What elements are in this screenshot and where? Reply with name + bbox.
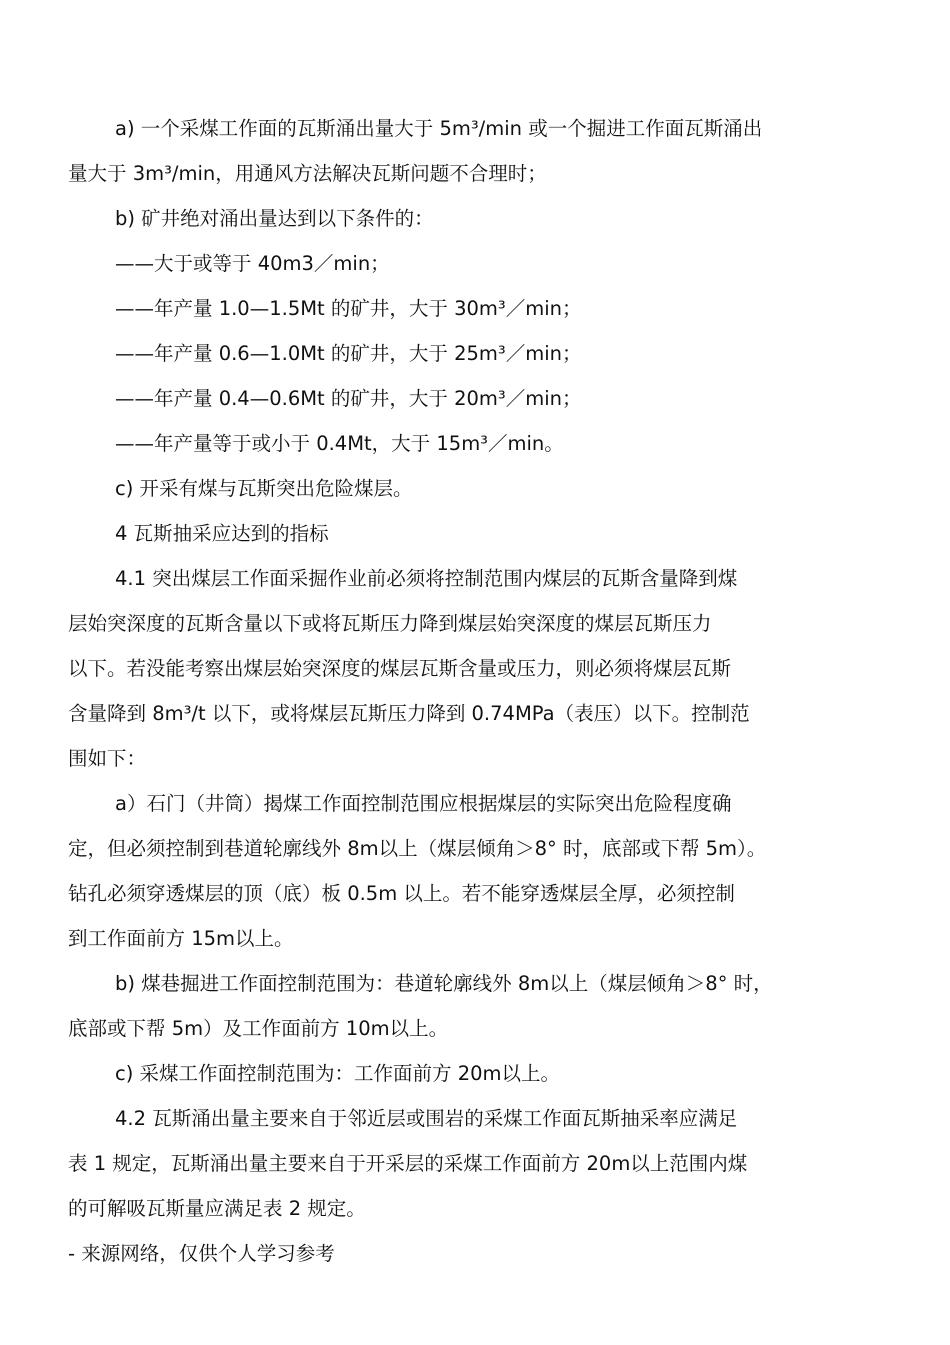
- text-line: 到工作面前方 15m以上。: [68, 927, 294, 950]
- text-line: 层始突深度的瓦斯含量以下或将瓦斯压力降到煤层始突深度的煤层瓦斯压力: [68, 612, 712, 635]
- text-line: 表 1 规定，瓦斯涌出量主要来自于开采层的采煤工作面前方 20m以上范围内煤: [68, 1152, 748, 1175]
- text-line: 4.1 突出煤层工作面采掘作业前必须将控制范围内煤层的瓦斯含量降到煤: [115, 567, 738, 590]
- text-line: c) 开采有煤与瓦斯突出危险煤层。: [115, 477, 413, 500]
- text-line: 的可解吸瓦斯量应满足表 2 规定。: [68, 1197, 366, 1220]
- section-heading: 4 瓦斯抽采应达到的指标: [115, 522, 329, 545]
- text-line: a）石门（井筒）揭煤工作面控制范围应根据煤层的实际突出危险程度确: [115, 792, 732, 815]
- text-line: b) 煤巷掘进工作面控制范围为：巷道轮廓线外 8m以上（煤层倾角＞8° 时，: [115, 972, 773, 995]
- footer-note: - 来源网络，仅供个人学习参考: [68, 1242, 335, 1265]
- text-line: 4.2 瓦斯涌出量主要来自于邻近层或围岩的采煤工作面瓦斯抽采率应满足: [115, 1107, 738, 1130]
- text-line: 围如下：: [68, 747, 147, 770]
- text-line: ——年产量 0.4—0.6Mt 的矿井，大于 20m³／min；: [115, 387, 582, 410]
- text-line: ——大于或等于 40m3／min；: [115, 252, 390, 275]
- text-line: ——年产量 0.6—1.0Mt 的矿井，大于 25m³／min；: [115, 342, 582, 365]
- text-line: 以下。若没能考察出煤层始突深度的煤层瓦斯含量或压力，则必须将煤层瓦斯: [68, 657, 732, 680]
- text-line: 含量降到 8m³/t 以下，或将煤层瓦斯压力降到 0.74MPa（表压）以下。控制范: [68, 702, 750, 725]
- text-line: 定，但必须控制到巷道轮廓线外 8m以上（煤层倾角＞8° 时，底部或下帮 5m）。: [68, 837, 767, 860]
- text-line: ——年产量 1.0—1.5Mt 的矿井，大于 30m³／min；: [115, 297, 582, 320]
- text-line: 底部或下帮 5m）及工作面前方 10m以上。: [68, 1017, 449, 1040]
- text-line: 量大于 3m³/min，用通风方法解决瓦斯问题不合理时；: [68, 162, 547, 185]
- text-line: b) 矿井绝对涌出量达到以下条件的：: [115, 207, 434, 230]
- text-line: ——年产量等于或小于 0.4Mt，大于 15m³／min。: [115, 432, 564, 455]
- text-line: c) 采煤工作面控制范围为：工作面前方 20m以上。: [115, 1062, 561, 1085]
- text-line: 钻孔必须穿透煤层的顶（底）板 0.5m 以上。若不能穿透煤层全厚，必须控制: [68, 882, 735, 905]
- text-line: a) 一个采煤工作面的瓦斯涌出量大于 5m³/min 或一个掘进工作面瓦斯涌出: [115, 117, 763, 140]
